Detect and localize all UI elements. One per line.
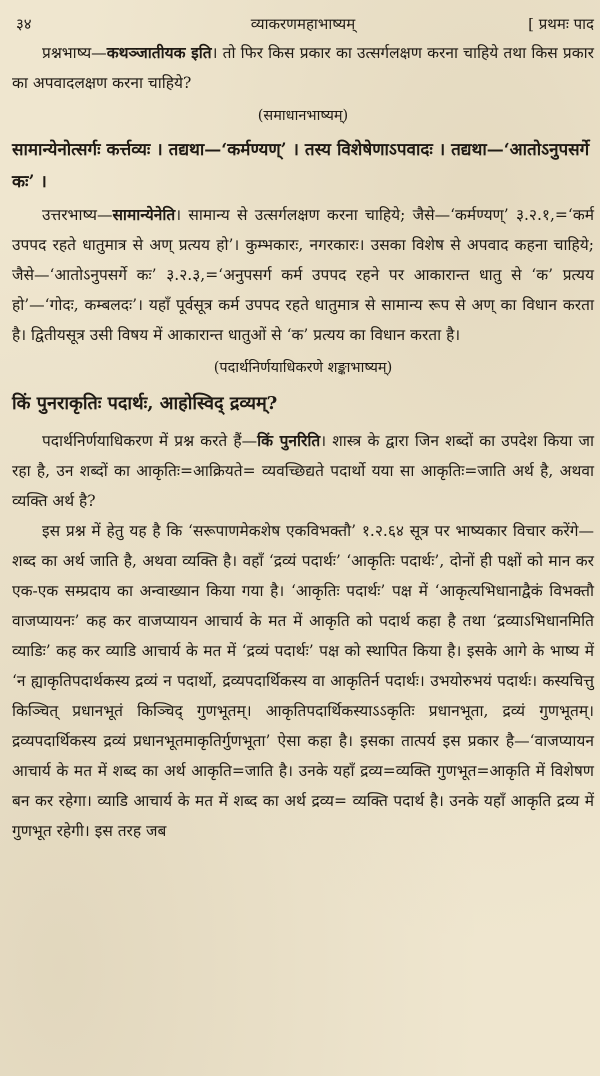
running-title: व्याकरणमहाभाष्यम् xyxy=(250,15,356,33)
page-header xyxy=(12,8,594,38)
paragraph-question-bhashya xyxy=(12,38,594,98)
paragraph-explanation: इस प्रश्न में हेतु यह है कि ‘सरूपाणमेकशेष एकविभक्तौ’ १.२.६४ सूत्र पर भाष्यकार विचार करेंगे—शब्द का अर्थ जाति है, अथवा व्यक्ति है। वहाँ ‘द्रव्यं पदार्थः’ ‘आकृतिः पदार्थः’, दोनों ही पक्षों को मान कर एक-एक सम्प्रदाय का अन्वाख्यान किया गया है। ‘आकृतिः पदार्थः’ पक्ष में ‘आकृत्यभिधानाद्वैकं विभक्तौ वाजप्यायनः’ कह कर वाजप्यायन आचार्य के मत में आकृति को पदार्थ कहा है तथा ‘द्रव्याऽभिधानमिति व्याडिः’ कह कर व्याडि आचार्य के मत में ‘द्रव्यं पदार्थः’ पक्ष को स्थापित किया है। इसके आगे के भाष्य में ‘न ह्याकृतिपदार्थकस्य द्रव्यं न पदार्थो, द्रव्यपदार्थिकस्य वा आकृतिर्न पदार्थः। उभयोरुभयं पदार्थः। कस्यचित्तु किञ्चित् प्रधानभूतं किञ्चिद् गुणभूतम्। आकृतिपदार्थिकस्याऽऽकृतिः प्रधानभूता, द्रव्यं गुणभूतम्। द्रव्यपदार्थिकस्य द्रव्यं प्रधानभूतमाकृतिर्गुणभूता’ ऐसा कहा है। इसका तात्पर्य इस प्रकार है—‘वाजप्यायन आचार्य के मत में शब्द का अर्थ आकृति=जाति है। उनके यहाँ द्रव्य=व्यक्ति गुणभूत=आकृति में विशेषण बन कर रहेगा। व्याडि आचार्य के मत में शब्द का अर्थ द्रव्य= व्यक्ति पदार्थ है। उनके यहाँ आकृति द्रव्य में गुणभूत रहेगी। इस तरह जब xyxy=(12,522,594,840)
bhashya-label: उत्तरभाष्य— xyxy=(42,206,113,224)
paragraph-adhikarana xyxy=(12,426,594,516)
section-heading-shanka: (पदार्थनिर्णयाधिकरणे शङ्काभाष्यम्) xyxy=(213,360,393,376)
bhashya-label: प्रश्नभाष्य— xyxy=(42,44,107,62)
section-heading-samadhana: (समाधानभाष्यम्) xyxy=(257,108,349,124)
section-label: [ प्रथमः पाद xyxy=(528,15,594,33)
paragraph-text: । शास्त्र के द्वारा जिन शब्दों का उपदेश किया जा रहा है, उन शब्दों का आकृतिः=आक्रियते= व्यवच्छिद्यते पदार्थो यया सा आकृतिः=जाति अर्थ है, अथवा व्यक्ति अर्थ है? xyxy=(12,432,594,510)
sutra-text: सामान्येनोत्सर्गः कर्त्तव्यः । तद्यथा—‘कर्मण्यण्’ । तस्य विशेषेणाऽपवादः । तद्यथा—‘आतोऽनुपसर्गे कः’ । xyxy=(12,140,590,192)
bhashya-keyword: किं पुनरिति xyxy=(257,431,321,450)
paragraph-text: । सामान्य से उत्सर्गलक्षण करना चाहिये; जैसे—‘कर्मण्यण्’ ३.२.१,=‘कर्म उपपद रहते धातुमात्र से अण् प्रत्यय हो’। कुम्भकारः, नगरकारः। उसका विशेष से अपवाद कहना चाहिये; जैसे—‘आतोऽनुपसर्गे कः’ ३.२.३,=‘अनुपसर्ग कर्म उपपद रहने पर आकारान्त धातु से ‘क’ प्रत्यय हो’—‘गोदः, कम्बलदः’। यहाँ पूर्वसूत्र कर्म उपपद रहते धातुमात्र से सामान्य रूप से अण् का विधान करता है। द्वितीयसूत्र उसी विषय में आकारान्त धातुओं से ‘क’ प्रत्यय का विधान करता है। xyxy=(12,206,594,344)
paragraph-text: । तो फिर किस प्रकार का उत्सर्गलक्षण करना चाहिये तथा किस प्रकार का अपवादलक्षण करना चाहिये? xyxy=(12,44,594,92)
paragraph-answer-bhashya xyxy=(12,200,594,350)
bhashya-keyword: कथञ्जातीयक इति xyxy=(106,43,212,62)
paragraph-lead: पदार्थनिर्णयाधिकरण में प्रश्न करते हैं— xyxy=(42,432,258,450)
question-sutra: किं पुनराकृतिः पदार्थः, आहोस्विद् द्रव्यम्? xyxy=(12,393,278,414)
bhashya-keyword: सामान्येनेति xyxy=(112,205,176,224)
page-number: ३४ xyxy=(16,15,32,33)
